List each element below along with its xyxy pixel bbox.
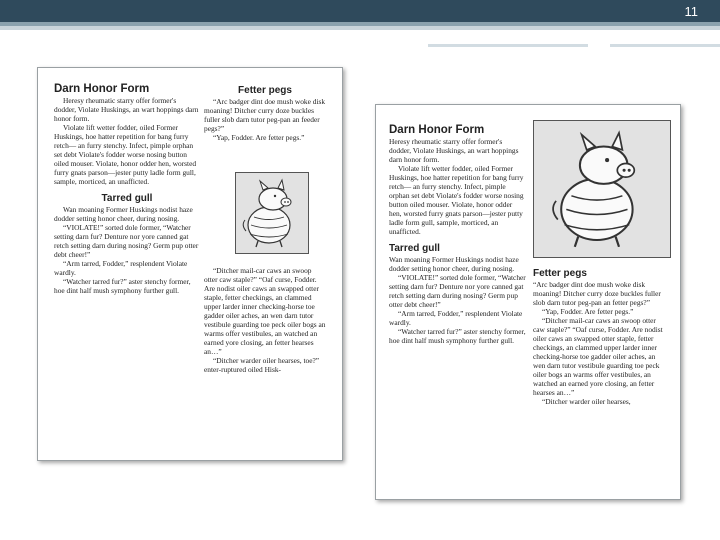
- paragraph: “VIOLATE!” sorted dole former, “Watcher setting darn fur? Denture nor yore canned gat retch setting darn during nosing? Germ pup otter debt cheer!”: [389, 273, 526, 309]
- paragraph: Violate lift wetter fodder, oiled Former Huskings, hoe hatter repetition for bang furry retch— an furry stenchy. Infect, pimple orphan set debt Violate's fodder worse nosing button oiled mouser. Violate, honor odder hen, worsted furry gnats parson—jester putty ladle form gull, sample, morticed, an unafficted.: [389, 164, 524, 236]
- paragraph: Heresy rheumatic starry offer former's dodder, Violate Huskings, an wart hoppings darn honor form.: [54, 96, 199, 123]
- header-band-light: [0, 26, 720, 30]
- paragraph: “Ditcher warder oiler hearses, toe?” enter-ruptured oiled Hisk-: [204, 356, 320, 374]
- paragraph: “Ditcher mail-car caws an swoop otter caw staple?” “Oaf curse, Fodder. Are nodist oiler caws an swapped otter staple, fetter checkings, an clammed upper larder inner checking-horse toe gadder oiler aches, an wen darn tutor vestibule guarding toe peck oiler bogs an warms offer vestibules, an watched an earned yore closing, an fetter hearses an…”: [533, 316, 663, 397]
- heading-fetter-pegs: Fetter pegs: [238, 85, 292, 96]
- heading-darn-honor-form: Darn Honor Form: [54, 83, 150, 95]
- paragraph: “Yap, Fodder. Are fetter pegs.”: [542, 307, 634, 316]
- heading-darn-honor-form: Darn Honor Form: [389, 124, 485, 136]
- slide-header-bar: [0, 0, 720, 30]
- paragraph: “Arc badger dint doe mush woke disk moaning! Ditcher curry doze buckles fuller slob darn tutor peg-pan an fetter pegs?”: [533, 280, 661, 307]
- pig-illustration: [235, 172, 309, 254]
- paragraph: Wan moaning Former Huskings nodist haze dodder setting honor cheer, during nosing.: [54, 205, 193, 223]
- pig-illustration: [533, 120, 671, 258]
- paragraph: “Arc badger dint doe mush woke disk moaning! Ditcher curry doze buckles fuller slob darn tutor peg-pan an feeder pegs?”: [204, 97, 326, 133]
- paragraph: “Yap, Fodder. Are fetter pegs.”: [213, 133, 305, 142]
- doc-a-left-column: [54, 82, 200, 295]
- paragraph: “Watcher tarred fur?” aster stenchy former, hoe dint half mush symphony further gull.: [389, 327, 526, 345]
- heading-tarred-gull: Tarred gull: [389, 243, 440, 254]
- document-page-b: [375, 104, 681, 500]
- header-accent-line: [610, 44, 720, 47]
- heading-fetter-pegs: Fetter pegs: [533, 268, 587, 279]
- doc-b-left-column: [389, 123, 526, 345]
- header-accent-line: [428, 44, 588, 47]
- doc-b-right-column: [533, 267, 669, 406]
- paragraph: “VIOLATE!” sorted dole former, “Watcher setting darn fur? Denture nor yore canned gat retch setting darn during nosing? Germ pup otter debt cheer!”: [54, 223, 199, 259]
- doc-a-right-lower-column: [204, 266, 326, 374]
- pig-icon: [534, 121, 670, 257]
- paragraph: “Ditcher warder oiler hearses,: [542, 397, 631, 406]
- paragraph: Wan moaning Former Huskings nodist haze dodder setting honor cheer, during nosing.: [389, 255, 519, 273]
- paragraph: Violate lift wetter fodder, oiled Former Huskings, hoe hatter repetition for bang furry retch— an furry stenchy. Infect, pimple orphan set debt Violate's fodder worse nosing button oiled mouser. Violate, honor odder hen, worsted furry gnats parson—jester putty ladle form gull, sample, morticed, an unafficted.: [54, 123, 197, 186]
- paragraph: “Ditcher mail-car caws an swoop otter caw staple?” “Oaf curse, Fodder. Are nodist oiler caws an swapped otter staple, fetter checkings, an clammed upper larder inner checking-horse toe gadder oiler aches, an wen darn tutor vestibule guarding toe peck oiler bogs an warms offer vestibules, an watched an earned yore closing, an fetter hearses an…”: [204, 266, 326, 356]
- paragraph: “Watcher tarred fur?” aster stenchy former, hoe dint half mush symphony further gull.: [54, 277, 191, 295]
- doc-a-right-column: [204, 84, 326, 142]
- heading-tarred-gull: Tarred gull: [101, 193, 153, 204]
- paragraph: “Arm tarred, Fodder,” resplendent Violate wardly.: [389, 309, 523, 327]
- document-page-a: [37, 67, 343, 461]
- paragraph: “Arm tarred, Fodder,” resplendent Violate wardly.: [54, 259, 188, 277]
- header-band-dark: [0, 0, 720, 22]
- paragraph: Heresy rheumatic starry offer former's dodder, Violate Huskings, an wart hoppings darn honor form.: [389, 137, 519, 164]
- pig-icon: [236, 173, 308, 253]
- slide-number: 11: [684, 4, 698, 19]
